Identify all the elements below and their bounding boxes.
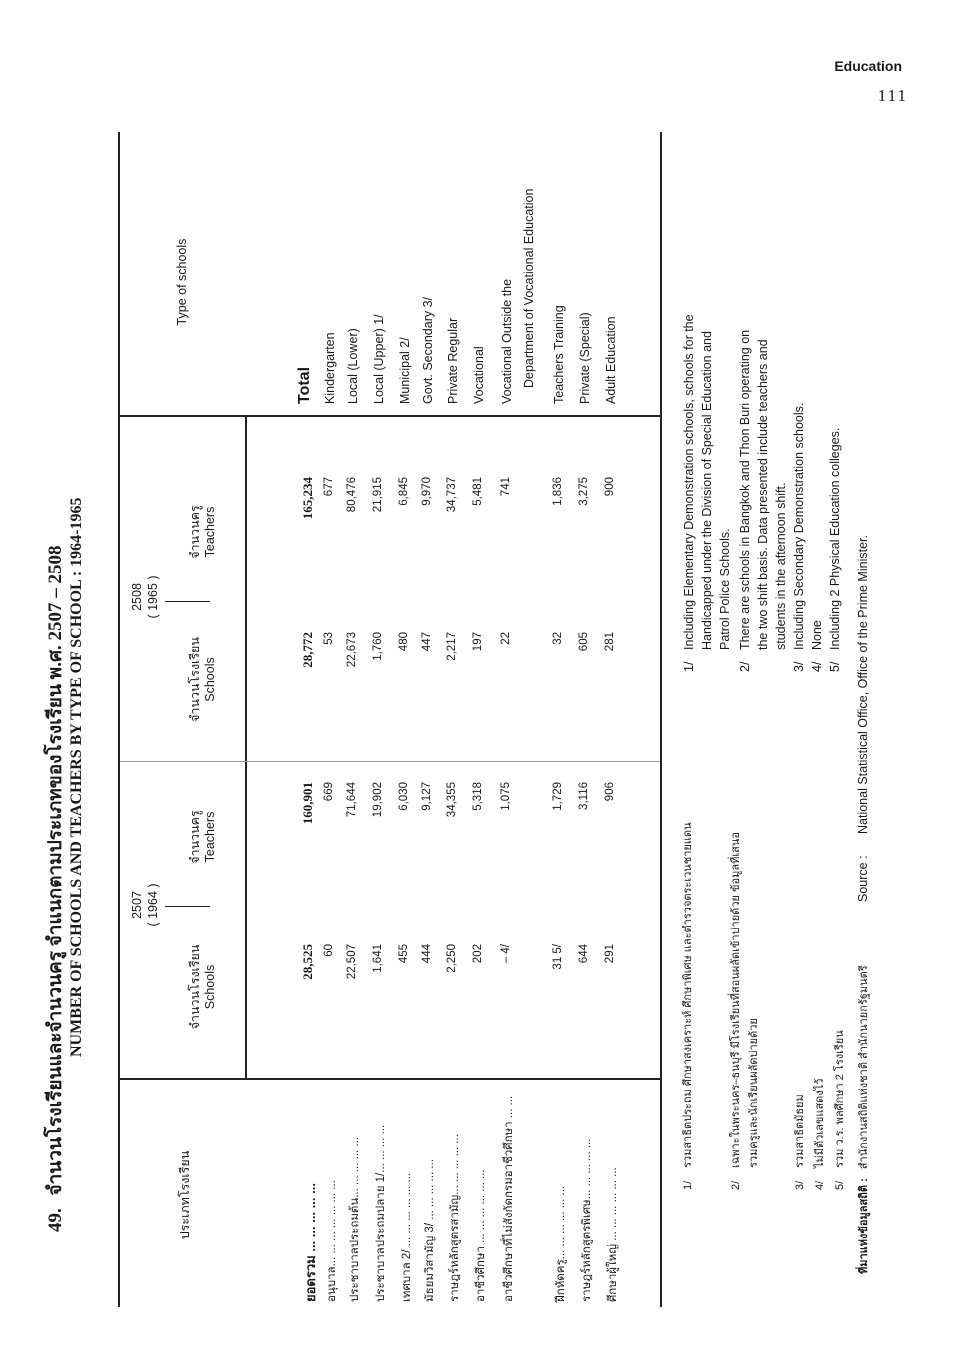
cell-schools-1965: 281 — [604, 632, 616, 652]
row-label-thai: ราษฎร์หลักสูตรสามัญ... ... ... ... ... — [449, 1134, 461, 1302]
cell-teachers-1965: 1,836 — [552, 477, 564, 506]
row-label-english: Govt. Secondary 3/ — [421, 296, 435, 404]
cell-teachers-1964: 3,116 — [578, 782, 590, 810]
footnote-text: Including Elementary Demonstration schools, schools for the — [682, 314, 696, 650]
table-title — [40, 545, 70, 1232]
cell-teachers-1964: 906 — [604, 782, 616, 802]
cell-teachers-1965: 9,970 — [421, 477, 433, 506]
row-label-english: Vocational — [472, 346, 486, 404]
year-1964-label: 2507 — [130, 891, 144, 919]
row-label-thai: เทศบาล 2/ ... ... ... ... ... ... — [401, 1172, 413, 1302]
row-label-thai: ศึกษาผู้ใหญ่ ... ... ... ... ... ... — [607, 1167, 619, 1302]
section-heading: Education — [834, 58, 902, 74]
col-type-thai: ประเภทโรงเรียน — [178, 1150, 192, 1240]
year-1964-sub: ( 1964 ) — [146, 883, 160, 927]
year-divider — [120, 761, 660, 762]
row-label-english: Local (Upper) 1/ — [372, 314, 386, 404]
cell-teachers-1965: 741 — [500, 477, 512, 497]
cell-teachers-1964: 160,901 — [300, 782, 315, 825]
footnote-thai-4: 4/ ไม่มีตัวเลขแสดงไว้ — [814, 1078, 826, 1190]
top-rule — [118, 132, 120, 1307]
footnote-text: Including Secondary Demonstration schools. — [792, 402, 806, 650]
footnote-text: Handicapped under the Division of Special Education and — [700, 331, 714, 650]
row-label-english: Private Regular — [446, 317, 460, 404]
subdivider-1964 — [165, 906, 210, 907]
subdivider-1965 — [165, 601, 210, 602]
divider-right — [120, 415, 660, 417]
cell-teachers-1964: 669 — [323, 782, 335, 802]
schools-1964-thai: จำนวนโรงเรียน — [188, 944, 202, 1030]
cell-schools-1964: 28,525 — [300, 944, 315, 980]
footnote-thai-1: 1/ รวมสาธิตประถม ศึกษาสงเคราะห์ ศึกษาพิเศษ และตำรวจตระเวนชายแดน — [682, 822, 694, 1190]
row-label-thai: อาชีวศึกษาที่ไม่สังกัดกรมอาชีวศึกษา ... ... — [503, 1095, 515, 1302]
cell-teachers-1964: 19,902 — [372, 782, 384, 818]
row-label-thai: อาชีวศึกษา ... ... ... ... ... ... — [475, 1169, 487, 1302]
cell-teachers-1964: 71,644 — [346, 782, 358, 818]
footnote-mark: 2/ — [738, 661, 752, 672]
row-label-thai: ราษฎร์หลักสูตรพิเศษ... ... ... ... ... — [581, 1138, 593, 1302]
footnote-thai-5: 5/ รวม ว.ร. พลศึกษา 2 โรงเรียน — [834, 1030, 846, 1190]
footnote-text: the two shift basis. Data presented include teachers and — [756, 339, 770, 650]
cell-schools-1965: 32 — [552, 632, 564, 645]
table-number: 49. — [45, 1208, 66, 1232]
year-1965-label: 2508 — [130, 583, 144, 611]
footnote-text: There are schools in Bangkok and Thon Buri operating on — [738, 329, 752, 650]
cell-teachers-1964: 9,127 — [421, 782, 433, 811]
teachers-1965-en: Teachers — [203, 506, 217, 558]
cell-schools-1964: 31 5/ — [552, 944, 564, 970]
teachers-1964-thai: จำนวนครู — [188, 810, 202, 864]
footnote-text: Patrol Police Schools. — [718, 528, 732, 650]
cell-teachers-1965: 677 — [323, 477, 335, 497]
title-thai: จำนวนโรงเรียนและจำนวนครู จำแนกตามประเภทของโรงเรียน พ.ศ. 2507 – 2508 — [45, 545, 66, 1196]
cell-schools-1964: 644 — [578, 944, 590, 964]
cell-teachers-1965: 21,915 — [372, 477, 384, 513]
cell-schools-1965: 1,760 — [372, 632, 384, 661]
cell-schools-1965: 53 — [323, 632, 335, 645]
cell-teachers-1965: 80,476 — [346, 477, 358, 513]
row-label-thai: ฝึกหัดครู... ... ... ... ... ... — [555, 1185, 567, 1302]
cell-schools-1965: 605 — [578, 632, 590, 652]
year-1965-sub: ( 1965 ) — [146, 575, 160, 619]
footnote-thai-2b: รวมครูและนักเรียนผลัดบ่ายด้วย — [748, 1018, 760, 1168]
cell-teachers-1965: 5,481 — [472, 477, 484, 506]
cell-schools-1964: 444 — [421, 944, 433, 964]
divider-left — [120, 1078, 660, 1080]
footnote-thai-3: 3/ รวมสาธิตมัธยม — [794, 1094, 806, 1190]
cell-schools-1964: 455 — [398, 944, 410, 964]
footnote-mark: 1/ — [682, 661, 696, 672]
cell-schools-1965: 447 — [421, 632, 433, 652]
schools-1964-en: Schools — [203, 964, 217, 1010]
row-label-english: Adult Education — [604, 316, 618, 404]
row-label-english: Municipal 2/ — [398, 337, 412, 404]
cell-teachers-1964: 6,030 — [398, 782, 410, 811]
cell-teachers-1964: 5,318 — [472, 782, 484, 811]
page-number: 111 — [877, 86, 908, 105]
row-label-thai: ยอดรวม ... ... ... ... ... — [303, 1183, 318, 1302]
footnote-thai-2: 2/ เฉพาะในพระนคร–ธนบุรี มีโรงเรียนที่สอนผลัดเข้าบ่ายด้วย ข้อมูลที่เสนอ — [730, 832, 742, 1190]
cell-schools-1964: 1,641 — [372, 944, 384, 973]
teachers-1965-thai: จำนวนครู — [188, 505, 202, 559]
row-label-english: Vocational Outside the — [500, 278, 514, 404]
cell-teachers-1964: 34,355 — [446, 782, 458, 818]
footnote-text: None — [810, 620, 824, 650]
row-label-thai: ประชาบาลประถมปลาย 1/... ... ... ... — [375, 1124, 387, 1302]
header-rule — [245, 417, 247, 1078]
cell-teachers-1965: 6,845 — [398, 477, 410, 506]
cell-schools-1965: 197 — [472, 632, 484, 652]
cell-schools-1964: 60 — [323, 944, 335, 957]
cell-teachers-1965: 3,275 — [578, 477, 590, 506]
cell-teachers-1964: 1,729 — [552, 782, 564, 811]
footnote-text: National Statistical Office, Office of the Prime Minister. — [856, 535, 870, 834]
row-label-english-cont: Department of Vocational Education — [522, 188, 536, 388]
cell-teachers-1964: 1,075 — [500, 782, 512, 811]
row-label-english: Private (Special) — [578, 312, 592, 404]
cell-schools-1964: – 4/ — [500, 944, 512, 964]
footnote-text: students in the afternoon shift. — [774, 482, 788, 650]
schools-1965-en: Schools — [203, 657, 217, 702]
row-label-english: Local (Lower) — [346, 328, 360, 404]
schools-1965-thai: จำนวนโรงเรียน — [188, 637, 202, 722]
footnote-mark: 3/ — [792, 661, 806, 672]
row-label-thai: มัธยมวิสามัญ 3/ ... ... ... ... ... — [424, 1159, 436, 1302]
row-label-english: Teachers Training — [552, 305, 566, 404]
cell-teachers-1965: 165,234 — [300, 477, 315, 520]
cell-schools-1964: 22,507 — [346, 944, 358, 980]
footnote-text: Including 2 Physical Education colleges. — [828, 427, 842, 650]
row-label-english: Total — [296, 366, 313, 404]
row-label-thai: อนุบาล... ... ... ... ... ... ... — [326, 1180, 338, 1302]
cell-teachers-1965: 34,737 — [446, 477, 458, 513]
row-label-english: Kindergarten — [323, 332, 337, 404]
footnote-mark: Source : — [856, 855, 870, 902]
cell-schools-1964: 202 — [472, 944, 484, 964]
bottom-rule — [660, 132, 662, 1307]
footnote-mark: 5/ — [828, 661, 842, 672]
cell-schools-1965: 22 — [500, 632, 512, 645]
footnote-mark: 4/ — [810, 661, 824, 672]
teachers-1964-en: Teachers — [203, 811, 217, 863]
cell-schools-1964: 291 — [604, 944, 616, 964]
col-type-en: Type of schools — [175, 238, 189, 326]
row-label-thai: ประชาบาลประถมต้น... ... ... ... ... — [349, 1137, 361, 1302]
cell-schools-1964: 2,250 — [446, 944, 458, 973]
cell-schools-1965: 480 — [398, 632, 410, 652]
cell-schools-1965: 2,217 — [446, 632, 458, 661]
cell-schools-1965: 28,772 — [300, 632, 315, 668]
source-thai: ที่มาแห่งข้อมูลสถิติ : สำนักงานสถิติแห่งชาติ สำนักนายกรัฐมนตรี — [858, 965, 870, 1274]
title-english: NUMBER OF SCHOOLS AND TEACHERS BY TYPE OF SCHOOL : 1964-1965 — [68, 497, 85, 1057]
cell-schools-1965: 22,673 — [346, 632, 358, 668]
cell-teachers-1965: 900 — [604, 477, 616, 497]
